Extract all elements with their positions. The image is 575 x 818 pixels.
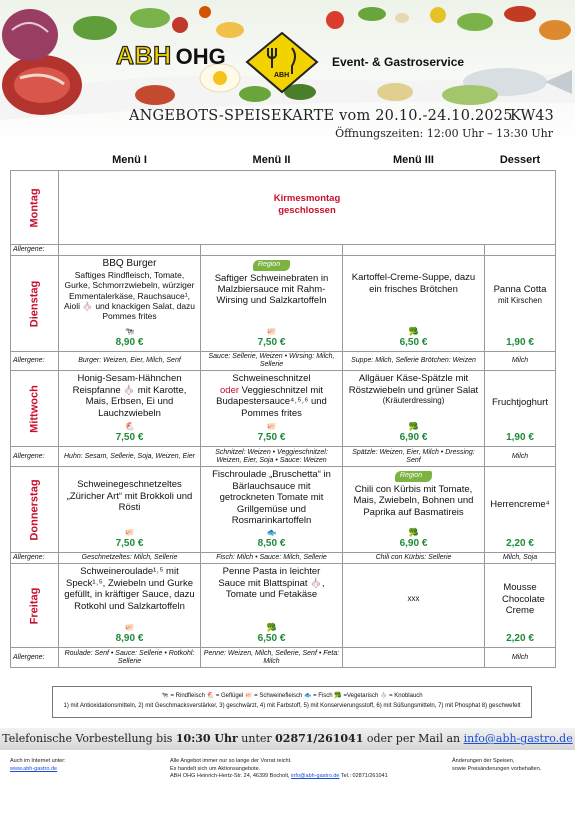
dish-cell xyxy=(485,467,556,553)
day-label: Dienstag xyxy=(27,280,40,327)
day-row-mittwoch xyxy=(11,371,556,447)
allergen-cell: Milch xyxy=(485,648,556,668)
allergen-cell: Schnitzel: Weizen • Veggieschnitzel: Weizen, Eier, Soja • Sauce: Weizen xyxy=(201,447,343,467)
dish-cell xyxy=(201,256,343,352)
dish-cell xyxy=(59,564,201,648)
opening-hours: Öffnungszeiten: 12:00 Uhr – 13:30 Uhr xyxy=(335,127,553,140)
footer-middle xyxy=(170,758,388,781)
day-row-freitag xyxy=(11,564,556,648)
allergen-cell: Huhn: Sesam, Sellerie, Soja, Weizen, Eier xyxy=(59,447,201,467)
footer-text: ABH OHG Heinrich-Hertz-Str. 24, 46399 Bocholt, xyxy=(170,773,290,780)
tagline: Event- & Gastroservice xyxy=(332,55,465,69)
dish-text-part: Schweineschnitzel xyxy=(232,373,311,385)
allergen-label: Allergene: xyxy=(11,352,59,371)
logo-badge-label: ABH xyxy=(274,72,290,79)
column-header-row xyxy=(11,150,556,171)
column-header-menu-2: Menü II xyxy=(201,150,343,171)
pig-icon: 🐖 xyxy=(124,622,135,632)
dessert-name: Herrencreme⁴ xyxy=(490,499,550,511)
allergen-cell: Penne: Weizen, Milch, Sellerie, Senf • Feta: Milch xyxy=(201,648,343,668)
allergen-label: Allergene: xyxy=(11,245,59,256)
dish-cell xyxy=(343,564,485,648)
day-cell xyxy=(11,256,59,352)
calendar-week: KW43 xyxy=(510,108,554,124)
day-label: Freitag xyxy=(27,587,40,625)
dish-price: 7,50 € xyxy=(115,432,144,444)
footer-text: Alle Angebot immer nur so lange der Vorrat reicht. xyxy=(170,758,292,764)
dish-description: Honig-Sesam-Hähnchen Reispfanne 🧄 mit Karotte, Mais, Erbsen, Ei und Lauchzwiebeln xyxy=(72,373,187,419)
dish-description: Schweinegeschnetzeltes „Züricher Art“ mit Brokkoli und Rösti xyxy=(66,479,193,514)
cow-icon: 🐄 xyxy=(124,326,135,336)
footer-email-link[interactable]: info@abh-gastro.de xyxy=(291,773,340,780)
day-cell xyxy=(11,371,59,447)
dish-cell xyxy=(59,467,201,553)
allergen-cell: Burger: Weizen, Eier, Milch, Senf xyxy=(59,352,201,371)
allergen-cell xyxy=(201,245,343,256)
column-header-day xyxy=(11,150,59,171)
dish-cell xyxy=(201,564,343,648)
dish-cell xyxy=(59,371,201,447)
menu-table xyxy=(10,150,556,668)
phone-number[interactable]: 02871/261041 xyxy=(275,732,364,745)
order-text: unter xyxy=(241,732,272,745)
dish-price: 6,50 € xyxy=(257,633,286,645)
closed-notice xyxy=(59,171,556,245)
allergen-row xyxy=(11,553,556,564)
allergen-cell xyxy=(485,245,556,256)
order-info xyxy=(0,732,575,745)
order-deadline: 10:30 Uhr xyxy=(175,732,238,745)
allergen-label: Allergene: xyxy=(11,648,59,668)
footer-text: Änderungen der Speisen, xyxy=(452,758,515,764)
pig-icon: 🐖 xyxy=(266,421,277,431)
footer-text: Tel.: 02871/261041 xyxy=(340,773,388,780)
allergen-row xyxy=(11,352,556,371)
dish-price: 1,90 € xyxy=(506,337,534,349)
day-cell xyxy=(11,467,59,553)
allergen-cell: Milch, Soja xyxy=(485,553,556,564)
dish-price: 8,90 € xyxy=(115,337,144,349)
allergen-label: Allergene: xyxy=(11,447,59,467)
dessert-sub: mit Kirschen xyxy=(497,295,542,305)
website-link[interactable]: www.abh-gastro.de xyxy=(10,765,58,772)
dish-description: Saftiges Rindfleisch, Tomate, Gurke, Schmorrzwiebeln, würziger Emmentalerkäse, Rauchsauce¹, Aioli 🧄 und knackigen Salat, dazu Pommes frites xyxy=(63,270,196,321)
dish-description: Fischroulade „Bruschetta“ in Bärlauchsauce mit getrockneten Tomate mit Grillgemüse und Rosmarinkartoffeln xyxy=(212,469,331,526)
day-cell xyxy=(11,564,59,648)
day-row-donnerstag xyxy=(11,467,556,553)
veggie-icon: 🥦 xyxy=(408,326,419,336)
closed-text: Kirmesmontag geschlossen xyxy=(273,193,341,216)
logo-ohg-text: OHG xyxy=(175,44,226,69)
footer-address xyxy=(170,773,388,781)
dish-cell xyxy=(343,371,485,447)
footer-left xyxy=(10,758,66,773)
day-row-dienstag xyxy=(11,256,556,352)
dish-price: 1,90 € xyxy=(506,432,534,444)
dish-price: 6,50 € xyxy=(399,337,428,349)
dish-description: Chili con Kürbis mit Tomate, Mais, Zwiebeln, Bohnen und Paprika auf Basmatireis xyxy=(353,483,474,518)
allergen-row xyxy=(11,648,556,668)
dish-cell xyxy=(485,371,556,447)
legend-icons: 🐄 = Rindfleisch 🐔 = Geflügel 🐖 = Schweinefleisch 🐟 = Fisch 🥦 =Vegetarisch 🧄 = Knoblauch xyxy=(161,693,423,699)
dish-description: Kartoffel-Creme-Suppe, dazu ein frisches Brötchen xyxy=(351,272,476,295)
footer-text: sowie Preisänderungen vorbehalten. xyxy=(452,765,542,772)
or-word: oder xyxy=(220,384,240,396)
veggie-icon: 🥦 xyxy=(266,622,277,632)
day-label: Donnerstag xyxy=(27,479,40,541)
day-row-montag xyxy=(11,171,556,245)
chicken-icon: 🐔 xyxy=(124,421,135,431)
dish-cell xyxy=(485,256,556,352)
region-badge: Region xyxy=(395,471,432,481)
dish-price: 2,20 € xyxy=(506,633,534,645)
dish-description: Allgäuer Käse-Spätzle mit Röstzwiebeln und grüner Salat xyxy=(348,373,479,396)
allergen-cell: Suppe: Milch, Sellerie Brötchen: Weizen xyxy=(343,352,485,371)
allergen-row xyxy=(11,245,556,256)
logo-abh-text: ABH xyxy=(116,42,172,70)
header xyxy=(0,0,575,150)
column-header-dessert: Dessert xyxy=(485,150,556,171)
dish-description: Schweineroulade¹˒⁵ mit Speck¹˒⁵, Zwiebeln und Gurke gefüllt, in kräftiger Sauce, dazu Rotkohl und Salzkartoffeln xyxy=(64,566,195,612)
footer-right xyxy=(452,758,541,773)
dish-price: 7,50 € xyxy=(257,432,286,444)
allergen-cell: Spätzle: Weizen, Eier, Milch • Dressing: Senf xyxy=(343,447,485,467)
dish-price: 7,50 € xyxy=(115,538,144,550)
dish-price: 8,90 € xyxy=(115,633,144,645)
footer-text: Es handelt sich um Aktionsangebote. xyxy=(170,765,261,772)
dessert-name: Fruchtjoghurt xyxy=(492,397,548,409)
dish-description: xxx xyxy=(407,594,420,604)
allergen-cell xyxy=(343,648,485,668)
dish-price: 2,20 € xyxy=(506,538,534,550)
dessert-name: Mousse Chocolate Creme xyxy=(502,582,545,617)
dish-name: BBQ Burger xyxy=(102,258,157,270)
allergen-cell xyxy=(343,245,485,256)
dish-cell xyxy=(201,467,343,553)
order-text: Telefonische Vorbestellung bis xyxy=(2,732,173,745)
dish-price: 6,90 € xyxy=(399,432,428,444)
dish-description: Penne Pasta in leichter Sauce mit Blattspinat 🧄, Tomate und Fetakäse xyxy=(218,566,325,601)
allergen-row xyxy=(11,447,556,467)
dish-price: 6,90 € xyxy=(399,538,428,550)
page-title: ANGEBOTS-SPEISEKARTE vom 20.10.-24.10.2025 xyxy=(129,108,513,124)
allergen-cell: Sauce: Sellerie, Weizen • Wirsing: Milch, Sellerie xyxy=(201,352,343,371)
allergen-cell xyxy=(59,245,201,256)
dish-price: 8,50 € xyxy=(257,538,286,550)
company-logo xyxy=(116,42,226,71)
allergen-label: Allergene: xyxy=(11,553,59,564)
dish-cell xyxy=(343,467,485,553)
dessert-name: Panna Cotta xyxy=(493,284,547,296)
dish-sub: (Kräuterdressing) xyxy=(382,396,445,406)
allergen-cell: Fisch: Milch • Sauce: Milch, Sellerie xyxy=(201,553,343,564)
column-header-menu-1: Menü I xyxy=(59,150,201,171)
pig-icon: 🐖 xyxy=(266,326,277,336)
allergen-cell: Geschnetzeltes: Milch, Sellerie xyxy=(59,553,201,564)
allergen-cell: Chili con Kürbis: Sellerie xyxy=(343,553,485,564)
column-header-menu-3: Menü III xyxy=(343,150,485,171)
dish-text-part: Veggieschnitzel mit Budapestersauce⁴˒⁵˒⁶ und Pommes frites xyxy=(216,384,327,419)
pig-icon: 🐖 xyxy=(124,527,135,537)
order-text: oder per Mail an xyxy=(366,732,461,745)
veggie-icon: 🥦 xyxy=(408,421,419,431)
allergen-cell: Milch xyxy=(485,352,556,371)
dish-cell xyxy=(59,256,201,352)
region-badge: Region xyxy=(253,260,290,270)
allergen-cell: Roulade: Senf • Sauce: Sellerie • Rotkohl: Sellerie xyxy=(59,648,201,668)
fish-icon: 🐟 xyxy=(266,527,277,537)
dish-description xyxy=(204,373,339,419)
dish-price: 7,50 € xyxy=(257,337,286,349)
dish-cell xyxy=(343,256,485,352)
veggie-icon: 🥦 xyxy=(408,527,419,537)
day-cell xyxy=(11,171,59,245)
email-link[interactable]: info@abh-gastro.de xyxy=(463,732,573,745)
dish-cell xyxy=(201,371,343,447)
legend-additives: 1) mit Antioxidationsmitteln, 2) mit Geschmacksverstärker, 3) geschwärzt, 4) mit Farbstoff, 5) mit Konservierungsstoff, 6) mit Süßungsmitteln, 7) mit Phosphat 8) geschwefelt xyxy=(63,702,521,709)
dish-cell xyxy=(485,564,556,648)
day-label: Montag xyxy=(27,188,40,228)
footer-text: Auch im Internet unter: xyxy=(10,758,66,764)
legend-box xyxy=(52,686,532,718)
dish-description: Saftiger Schweinebraten in Malzbiersauce mit Rahm-Wirsing und Salzkartoffeln xyxy=(214,272,329,307)
allergen-cell: Milch xyxy=(485,447,556,467)
day-label: Mittwoch xyxy=(27,384,40,433)
